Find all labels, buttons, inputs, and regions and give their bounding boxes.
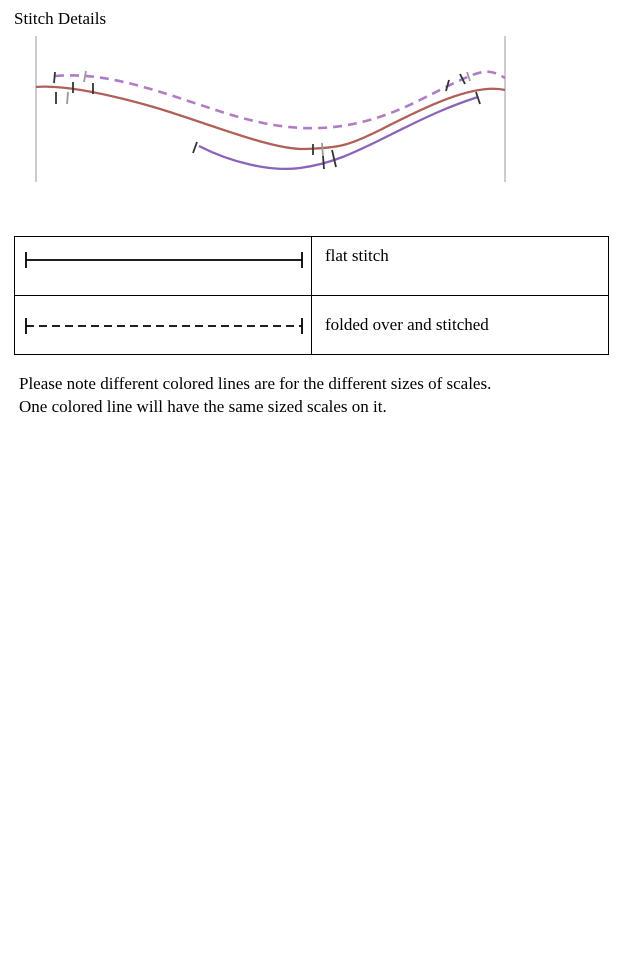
page-title: Stitch Details bbox=[14, 9, 107, 28]
note-line-2: One colored line will have the same sized scales on it. bbox=[19, 397, 387, 416]
purple-stitch-line bbox=[199, 97, 478, 169]
solid-line-sample bbox=[15, 237, 311, 290]
notes bbox=[19, 372, 491, 418]
legend-label-folded: folded over and stitched bbox=[312, 296, 609, 355]
legend-label-flat: flat stitch bbox=[312, 237, 609, 296]
legend-table bbox=[14, 236, 609, 355]
brown-stitch-line bbox=[36, 87, 505, 149]
legend-sample-solid bbox=[15, 237, 312, 296]
dashed-line-sample bbox=[15, 296, 311, 349]
stitch-ticks bbox=[54, 71, 480, 169]
stitch-diagram bbox=[0, 30, 626, 190]
note-line-1: Please note different colored lines are for the different sizes of scales. bbox=[19, 374, 492, 393]
legend-row-folded bbox=[15, 296, 609, 355]
legend-sample-dashed bbox=[15, 296, 312, 355]
legend-row-flat bbox=[15, 237, 609, 296]
dashed-purple-stitch-line bbox=[55, 72, 505, 128]
